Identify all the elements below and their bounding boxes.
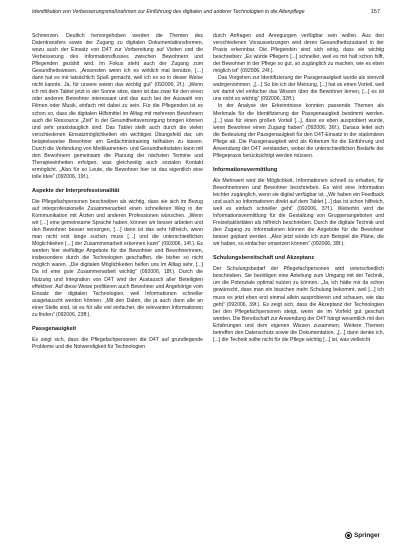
page-number: 157	[370, 9, 380, 15]
section-heading: Passgenauigkeit	[32, 325, 77, 332]
publisher-name: Springer	[354, 532, 380, 539]
springer-horse-icon	[345, 532, 352, 539]
paragraph: durch Anfragen und Anregungen verfügbar sein wollen. Aus den verschiedenen Voraussetzungen wird deren Gesundheitszustand in der Praxis erkennbar. Die Pflegenden sind sich einig, dass sie wichtig beschreiben: „Es würde Pflegern [...] schneller, weil es mir halt schon hilft, der Bewohner in der Pflege so gut, so zugänglich zu machen, wie es eben möglich ist“ (092006, 24f.).	[213, 33, 384, 75]
right-column	[213, 33, 384, 533]
paragraph: Schmerzen. Deutlich hervorgehoben werden die Themen des Datentransfers sowie der Zugang zu digitalen Dokumentationsformen, wozu auch der Einsatz von D4T zur Vorbereitung auf Visiten und die Verbesserung des Informationsflusses zwischen Bewohnern und Pflegenden gezählt wird. Im Fokus steht auch der Zugang zum Gesundheitswesen. „Ansonsten wenn ich es wirklich mal benutze, […] dann hat es mir tatsächlich Spaß gemacht, weil ich es so in dieser Weise nicht kannte. Ja, für unsere waren das wichtig gut“ (092006, 2f.). „Wenn ich mit dem Tablet jetzt in der Sonne sitze, dann ist das zwar für den einen oder anderen Bewohner interessant und das auch bei der Auswahl von Filmen oder Musik, einfach mit dabei zu sein. Für die Pflegenden ist es schon so, dass die digitalen Hilfsmittel im Alltag mit mehreren Bewohnern auch die Ressource „Zeit“ in der Gesundheitsversorgung bringen können und sehr praxistauglich sind. Das Tablet stellt auch durch die vielen verschiedenen Einsatzmöglichkeiten ein wichtiges Übungsfeld dar, um beispielsweise Bewohner am Gedächtnistraining teilhaben zu lassen. Durch die Verbindung von Medikamenten- und Gesundheitsdaten kann mit den Bewohnern gemeinsam die Planung der nächsten Termine und Therapieeinheiten erfolgen, was gleichzeitig auch sozialen Kontakt ermöglicht. „Also für so Leute, die Bewohner hier ist das eigentlich eine tolle Idee“ (092006, 19f.).	[32, 33, 203, 180]
paragraph: In der Analyse der Erkenntnisse konnten passende Themen als Merkmale für die Identifizierung der Passgenauigkeit bestimmt werden. „[...] was für einen großen Vorteil [...], dass es eben ausprobiert wurde, wenn Bewohner einen Zugang haben“ (092006, 36f.). Daraus leitet sich die Bedeutung der Passgenauigkeit für den D4T-Einsatz in der stationären Pflege ab. Die Passgenauigkeit wird als Kriterium für die Einführung und Anwendung der D4T verstanden, wobei die unterschiedlichen Bedarfe der Pflegepraxis berücksichtigt werden müssen.	[213, 103, 384, 159]
section-heading: Aspekte der Interprofessionalität	[32, 187, 120, 194]
section-heading: Schulungsbereitschaft und Akzeptanz	[213, 255, 315, 262]
running-head: Identifikation von Verbesserungsmaßnahmen zur Einführung des digitalen und anderer Technologien in die Altenpflege	[32, 9, 305, 15]
left-column	[32, 33, 203, 533]
paragraph: Das Vorgehen zur Identifizierung der Passgenauigkeit wurde als sinnvoll wahrgenommen. „[…] So bin ich der Meinung, [...] hat es einen Vorteil, weil wir damit viel einfacher das Wissen über die Bewohner lernen, [...] es ist uns nicht so wichtig“ (092006, 32ff.).	[213, 75, 384, 103]
paragraph: Als Mehrwert wird die Möglichkeit, Informationen schnell zu erhalten, für Bewohnerinnen und Bewohner beschrieben. Es wird eine Information leichter zugänglich, wenn sie digital verfügbar ist. „Wir haben ein Feedback und auch so Informationen direkt auf dem Tablet [...] das ist schon hilfreich, weil es einfach schneller geht“ (092006, 37f.). Weiterhin wird die Informationsvermittlung für die Gestaltung von Gruppenangeboten und Freizeitaktivitäten als hilfreich beschrieben. Durch die digitale Technik und den Zugang zu Informationen können die Angebote für die Bewohner besser geplant werden. „Also jetzt würde ich zum Beispiel die Pläne, die wir haben, so einfacher umsetzen können“ (092006, 38f.).	[213, 177, 384, 248]
section-heading: Informationsvermittlung	[213, 166, 278, 173]
paragraph: Die Pflegefachpersonen beschreiben als wichtig, dass sie sich im Bezug auf interprofessionelle Zusammenarbeit einen schnelleren Weg in der Kommunikation mit Ärzten und anderen Professionen wünschen. „Wenn wir […] eine gemeinsame Sprache haben, können wir besser arbeiten und den Bewohner besser versorgen, […] dann ist das sehr hilfreich, wenn man nicht erst lange suchen muss […] und die unterschiedlichen Möglichkeiten […] der Zusammenarbeit erkennen kann“ (092006, 14f.). Es werden hier vielfältige Angebote für die Bewohner und Bewohnerinnen, insbesondere durch die Technologien geschaffen, die bisher so nicht möglich waren. „Die digitalen Möglichkeiten helfen uns im Alltag sehr, [...] Da ist eine gute Zusammenarbeit wichtig“ (092006, 18f.). Durch die Nutzung und Integration von D4T wird der Austausch aller Beteiligten effektiver. Auf diese Weise profitieren auch Bewohner und Angehörige vom Einsatz der digitalen Technologien, weil Informationen schneller ausgetauscht werden können. „Mit den Daten, die ja auch dann alle an einer Stelle sind, ist es für alle viel einfacher, die relevanten Informationen zu finden“ (092006, 23ff.).	[32, 198, 203, 318]
paragraph: Es zeigt sich, dass die Pflegefachpersonen die D4T auf grundlegende Probleme und die Notwendigkeit für Technologien	[32, 336, 203, 350]
paragraph: Der Schulungsbedarf der Pflegefachpersonen wird unterschiedlich beschrieben. Sie benötigen eine Anleitung zum Umgang mit der Technik, um die Potenziale optimal nutzen zu können. „Ja, ich hätte mir da schon gewünscht, dass man ein bisschen mehr Schulung bekommt, weil [...] ich muss es jetzt eben erst einmal allein ausprobieren und schauen, wie das geht“ (092006, 39f.). Es zeigt sich, dass die Akzeptanz der Technologien bei den Pflegefachpersonen steigt, wenn sie im Vorfeld gut geschult werden. Die Bereitschaft zur Anwendung der D4T hängt wesentlich mit den Erfahrungen und dem eigenen Wissen zusammen. Weitere Themen betreffen den Datenschutz sowie die Dokumentation. „[...] dann denke ich, [...] die Technik sollte nicht für die Pflege wichtig [...] ist, was vielleicht	[213, 266, 384, 343]
publisher-logo	[345, 532, 380, 539]
